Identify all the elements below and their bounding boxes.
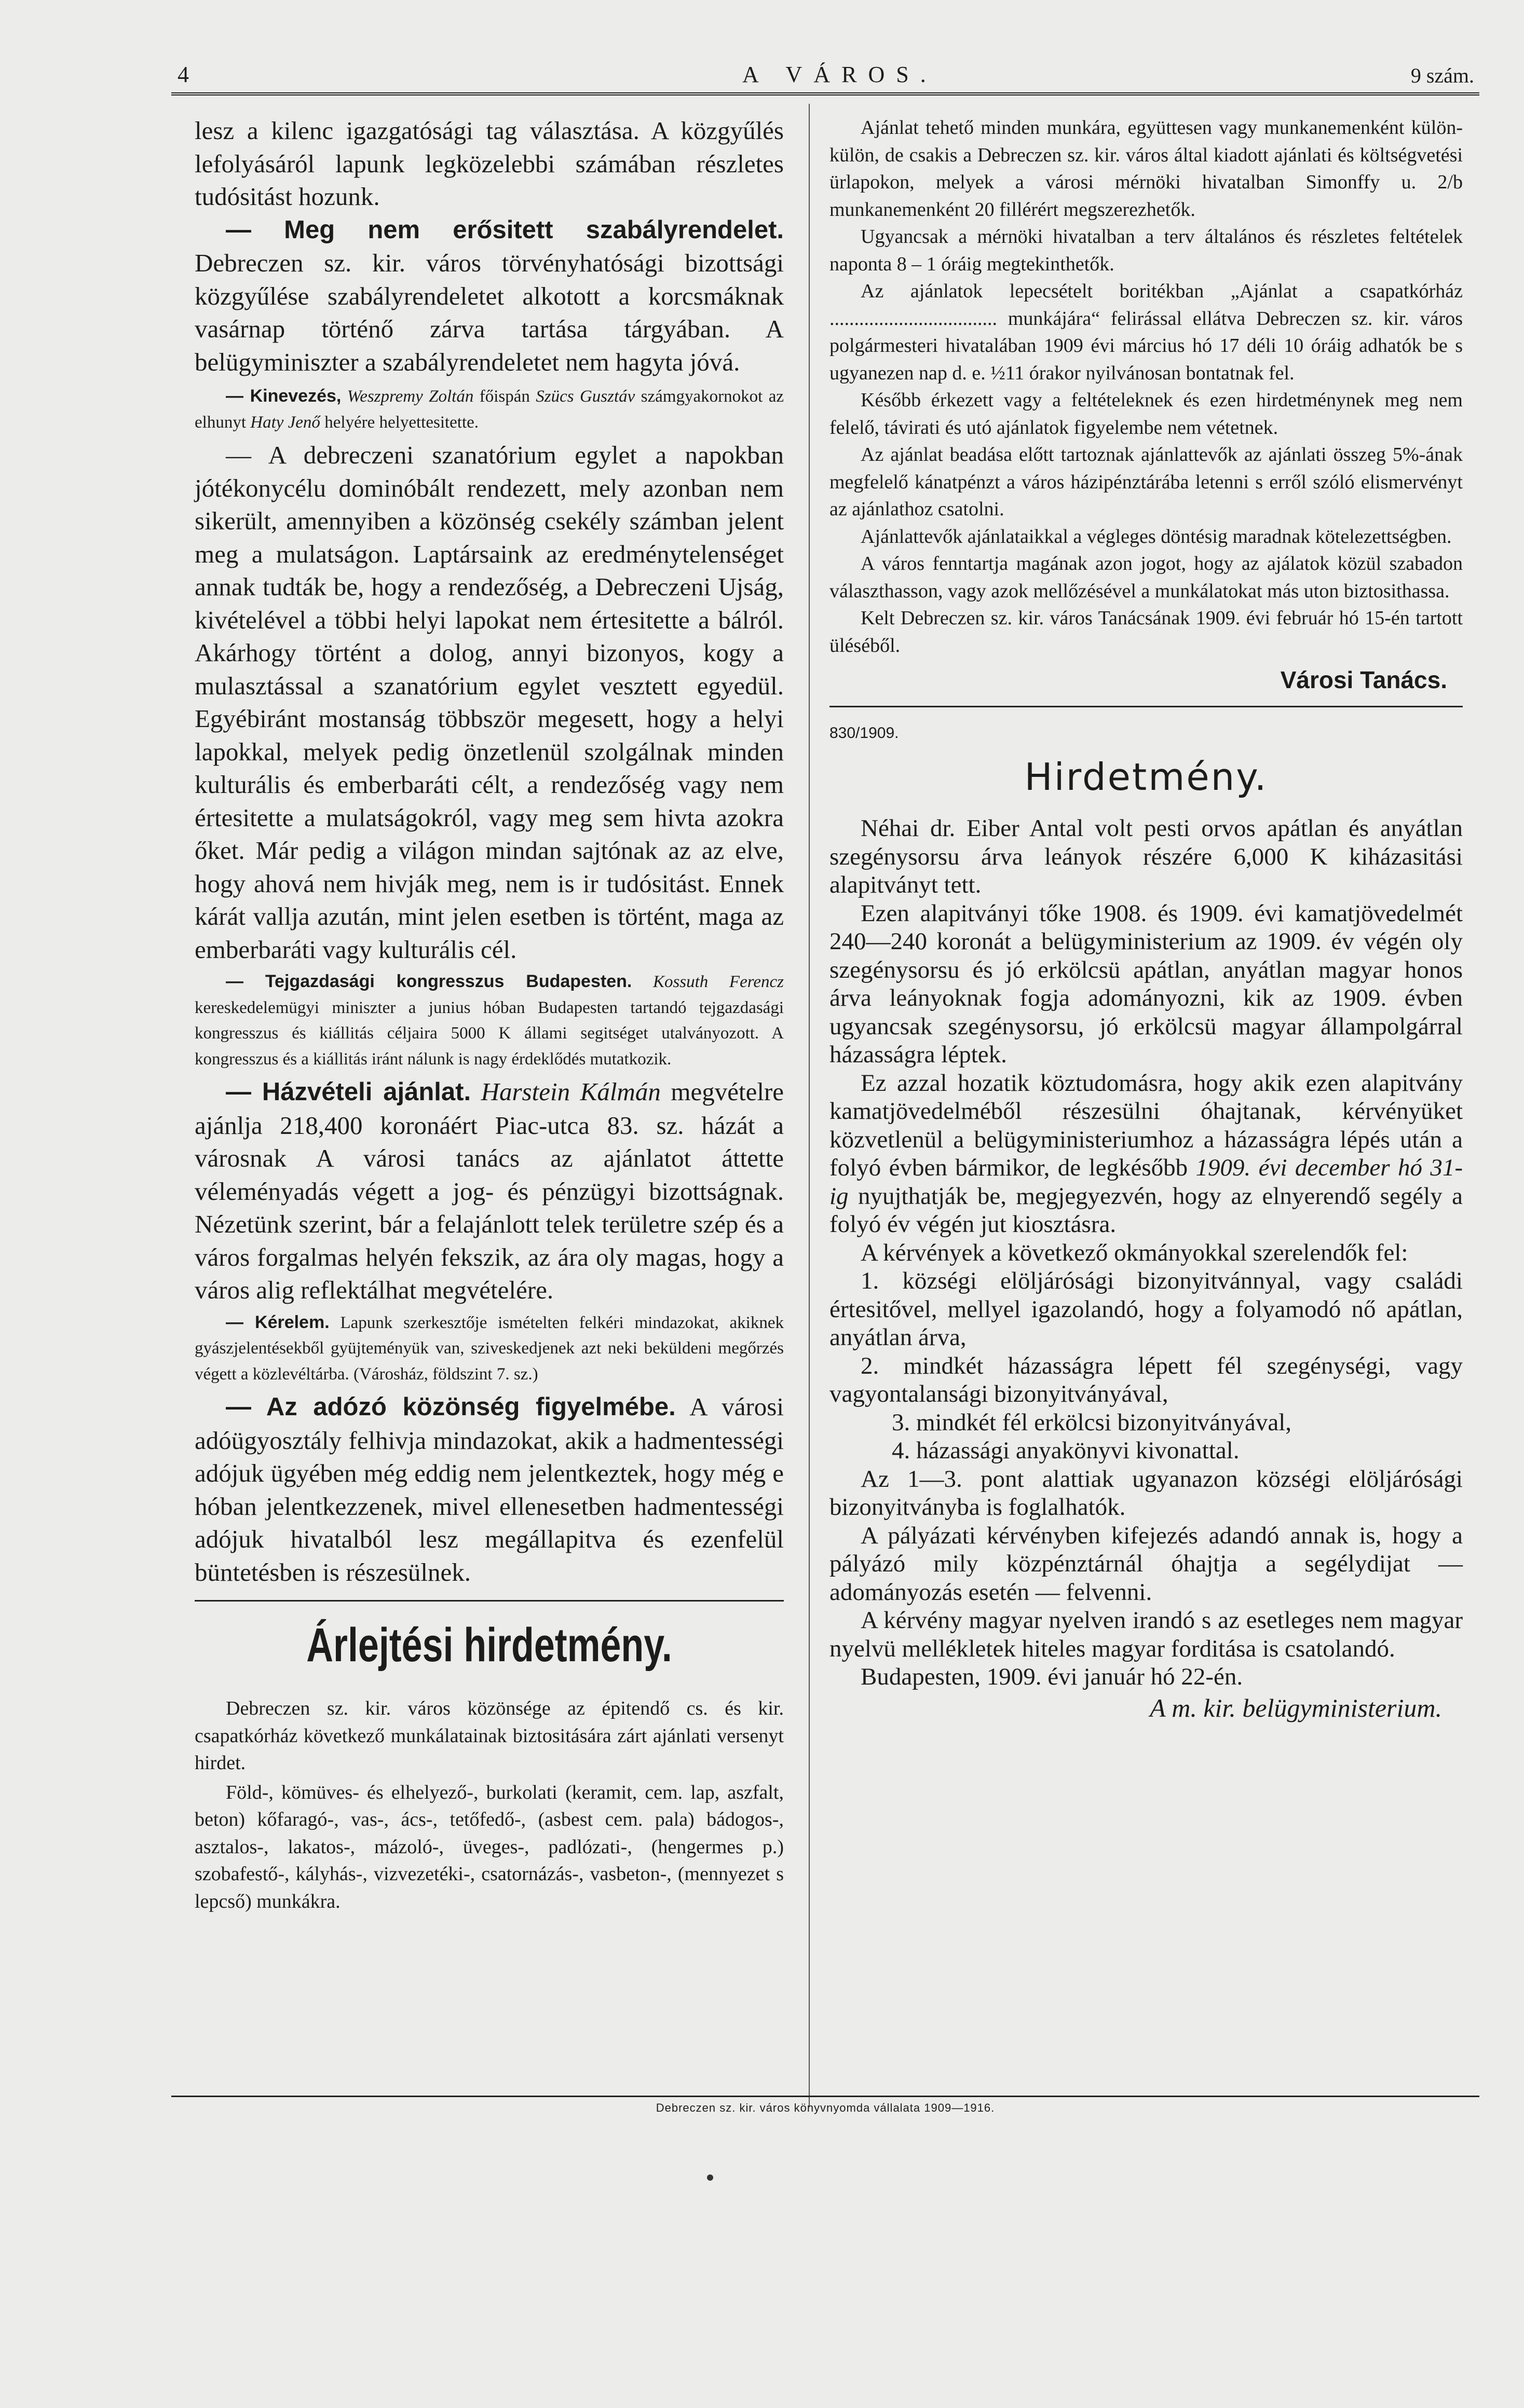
foundation-intro: Néhai dr. Eiber Antal volt pesti orvos apátlan és anyátlan szegénysorsu árva leányok részére 6,000 K kiházasitási alapitványt tett. <box>829 815 1463 898</box>
printer-imprint: Debreczen sz. kir. város könyvnyomda vállalata 1909—1916. <box>171 2096 1479 2115</box>
document-item-2: 2. mindkét házasságra lépett fél szegénységi, vagy vagyontalansági bizonyitványával, <box>829 1352 1463 1407</box>
announcement-text: nyujthatják be, megjegyezvén, hogy az elnyerendő segély a folyó év végén jut kiosztásra. <box>829 1182 1463 1238</box>
news-text: kereskedelemügyi miniszter a junius hóban Budapesten tartandó tejgazdasági kongresszus és kiállitás céljaira 5000 K állami segitséget utalványozott. A kongresszus és a kiállitás iránt nálunk is nagy érdeklődés mutatkozik. <box>195 998 784 1069</box>
reference-number: 830/1909. <box>829 724 899 742</box>
deadline-date: 1909. évi december hó 31-ig <box>829 1154 1463 1210</box>
document-item-4: 4. házassági anyakönyvi kivonattal. <box>892 1437 1240 1464</box>
news-lead: — Kérelem. <box>226 1312 330 1332</box>
article-continued: lesz a kilenc igazgatósági tag választása. A közgyűlés lefolyásáról lapunk legközelebbi számában részletes tudósitást hozunk. <box>195 116 784 211</box>
section-rule <box>829 706 1463 707</box>
auction-works-list: Föld-, kömüves- és elhelyező-, burkolati (keramit, cem. lap, aszfalt, beton) kőfaragó-, vas-, ács-, tetőfedő-, (asbest cem. pala) bádogos-, asztalos-, lakatos-, mázoló-, üveges-, padlózati-, (hengermes p.) szobafestő-, kályhás-, vizvezetéki-, csatornázás-, vasbeton-, (mennyezet s lepcső) munkákra. <box>195 1781 784 1912</box>
auction-rights: A város fenntartja magának azon jogot, hogy az ajálatok közül szabadon választhasson, vagy azok mellőzésével a munkálatokat más uton biztosithassa. <box>829 553 1463 602</box>
column-divider <box>809 104 810 2107</box>
right-column <box>829 114 1463 1725</box>
news-dairy-congress <box>195 969 784 1072</box>
foundation-application <box>829 1069 1463 1239</box>
news-house-offer <box>195 1075 784 1307</box>
ink-dot <box>707 2174 713 2181</box>
auction-terms: Ajánlat tehető minden munkára, együttesen vagy munkanemenként külön-külön, de csakis a Debreczen sz. kir. város által kiadott ajánlati és költségvetési ürlapokon, melyek a városi mérnöki hivatalban Simonffy u. 2/b munkanemenként 20 fillérért megszerezhetők. <box>829 117 1463 221</box>
news-lead: — Házvételi ajánlat. <box>226 1078 471 1106</box>
auction-notice-title: Árlejtési hirdetmény. <box>306 1619 672 1672</box>
person-name: Weszpremy Zoltán <box>347 387 474 406</box>
documents-intro: A kérvények a következő okmányokkal szerelendők fel: <box>861 1239 1408 1266</box>
news-text: A városi adóügyosztály felhivja mindazokat, akik a hadmentességi adójuk ügyében még eddig nem jelentkeztek, hogy még e hóban jelentkezzenek, mivel ellenesetben hadmentességi adójuk hivatalból lesz megállapitva és ezenfelül büntetésben is részesülnek. <box>195 1392 784 1586</box>
news-text: Debreczen sz. kir. város törvényhatósági bizottsági közgyűlése szabályrendeletet alkotott a korcsmáknak vasárnap történő zárva tartása tárgyában. A belügyminiszter a szabályrendeletet nem hagyta jóvá. <box>195 249 784 376</box>
payment-note: A pályázati kérvényben kifejezés adandó annak is, hogy a pályázó mily közpénztárnál óhajtja a segélydijat — adományozás esetén — felvenni. <box>829 1522 1463 1606</box>
documents-note: Az 1—3. pont alattiak ugyanazon községi elöljárósági bizonyitványba is foglalhatók. <box>829 1465 1463 1521</box>
person-name: Szücs Gusztáv <box>536 387 635 406</box>
person-name: Kossuth Ferencz <box>632 973 784 991</box>
news-text: helyére helyettesitette. <box>320 413 479 432</box>
language-note: A kérvény magyar nyelven irandó s az esetleges nem magyar nyelvü mellékletek hiteles magyar forditása is csatolandó. <box>829 1607 1463 1662</box>
announcement-title: Hirdetmény. <box>1024 755 1268 799</box>
news-text: Lapunk szerkesztője ismételten felkéri mindazokat, akiknek gyászjelentésekből gyüjteményük van, sziveskedjenek azt neki beküldeni megőrzés végett a közlevéltárba. (Városház, földszint 7. sz.) <box>195 1313 784 1384</box>
news-lead: — Meg nem erősitett szabályrendelet. <box>226 215 784 244</box>
section-rule <box>195 1600 784 1602</box>
issue-number: 9 szám. <box>1410 64 1474 87</box>
person-name: Harstein Kálmán <box>471 1077 661 1106</box>
announcement-date: Budapesten, 1909. évi január hó 22-én. <box>861 1663 1243 1690</box>
news-text: főispán <box>473 387 536 406</box>
foundation-interest: Ezen alapitványi tőke 1908. és 1909. évi kamatjövedelmét 240—240 koronát a belügyministerium az 1909. év végén oly szegénysorsu és jó erkölcsü apátlan, anyátlan magyar honos árva leányoknak fogja adományozni, kik az 1909. évben ugyancsak szegénysorsu, jó erkölcsü magyar állampolgárral házasságra léptek. <box>829 899 1463 1068</box>
news-taxpayers <box>195 1390 784 1589</box>
news-lead: — Kinevezés, <box>226 386 342 406</box>
news-text: megvételre ajánlja 218,400 koronáért Piac-utca 83. sz. házát a városnak A városi tanács az ajánlatot áttette véleményadás végett a jog- és pénzügyi bizottságnak. Nézetünk szerint, bár a felajánlott telek területre szép és a város forgalmas helyén fekszik, az ára oly magas, hogy a város alig reflektálhat megvételére. <box>195 1077 784 1304</box>
auction-late-offers: Később érkezett vagy a feltételeknek és ezen hirdetménynek meg nem felelő, távirati és utó ajánlatok figyelembe nem vétetnek. <box>829 389 1463 439</box>
document-item-3: 3. mindkét fél erkölcsi bizonyitványával, <box>892 1408 1292 1436</box>
news-lead: — Az adózó közönség figyelmébe. <box>226 1393 676 1421</box>
signature-city-council: Városi Tanács. <box>1280 666 1447 693</box>
news-unconfirmed-ordinance <box>195 213 784 379</box>
person-name: Haty Jenő <box>250 413 320 432</box>
document-item-1: 1. községi elöljárósági bizonyitvánnyal, vagy családi értesitővel, mellyel igazolandó, hogy a folyamodó nő apátlan, anyátlan árva, <box>829 1267 1463 1351</box>
news-appointment <box>195 384 784 435</box>
newspaper-title: A VÁROS. <box>742 62 937 87</box>
news-text: számgyakornokot az elhunyt <box>195 387 784 432</box>
auction-plans: Ugyancsak a mérnöki hivatalban a terv általános és részletes feltételek naponta 8 – 1 óráig megtekinthetők. <box>829 226 1463 275</box>
auction-intro: Debreczen sz. kir. város közönsége az épitendő cs. és kir. csapatkórház következő munkálatainak biztositására zárt ajánlati versenyt hirdet. <box>195 1698 784 1774</box>
page-number: 4 <box>178 62 189 87</box>
left-column <box>195 114 784 1915</box>
ministry-signature: A m. kir. belügyministerium. <box>1150 1693 1442 1722</box>
announcement-text: Ez azzal hozatik köztudomásra, hogy akik ezen alapitvány kamatjövedelméből részesülni óhajtanak, kérvényüket közvetlenül a belügyministeriumhoz a házasságra lépés után a folyó évben bármikor, de legkésőbb <box>829 1069 1463 1181</box>
page-header <box>171 57 1479 97</box>
auction-submission: Az ajánlatok lepecsételt boritékban „Ajánlat a csapatkórház .................................. munkájára“ felirással ellátva Debreczen sz. kir. város polgármesteri hivatalában 1909 évi március hó 17 déli 10 óráig adhatók be s ugyanezen nap d. e. ½11 órakor nyilvánosan bontatnak fel. <box>829 280 1463 384</box>
news-lead: — Tejgazdasági kongresszus Budapesten. <box>226 972 632 991</box>
auction-obligation: Ajánlattevők ajánlataikkal a végleges döntésig maradnak kötelezettségben. <box>861 525 1452 548</box>
header-rule <box>171 92 1479 95</box>
auction-deposit: Az ajánlat beadása előtt tartoznak ajánlattevők az ajánlati összeg 5%-ának megfelelő kánatpénzt a város házipénztárába letenni s erről szóló elismervényt az ajánlathoz csatolni. <box>829 444 1463 520</box>
news-sanatorium: — A debreczeni szanatórium egylet a napokban jótékonycélu dominóbált rendezett, mely azonban nem sikerült, amennyiben a közönség csekély számban jelent meg a mulatságon. Laptársaink az eredménytelenséget annak tudták be, hogy a rendezőség, a Debreczeni Ujság, kivételével a többi helyi lapokat nem értesitette a bálról. Akárhogy történt a dolog, annyi bizonyos, kogy a mulasztással a szanatórium egylet vesztett egyedül. Egyébiránt mostanság többször megesett, hogy a helyi lapokkal, melyek pedig önzetlenül szolgálnak minden kulturális és emberbaráti célt, a rendezőség vagy nem értesitette a mulatságokról, vagy meg sem hivta azokra őket. Már pedig a világon mindan sajtónak az az elve, hogy ahová nem hivják meg, nem is ir tudósitást. Ennek kárát vallja azután, mint jelen esetben is történt, maga az emberbaráti vagy kulturális cél. <box>195 441 784 964</box>
news-request <box>195 1310 784 1388</box>
auction-date: Kelt Debreczen sz. kir. város Tanácsának 1909. évi február hó 15-én tartott üléséből. <box>829 607 1463 656</box>
